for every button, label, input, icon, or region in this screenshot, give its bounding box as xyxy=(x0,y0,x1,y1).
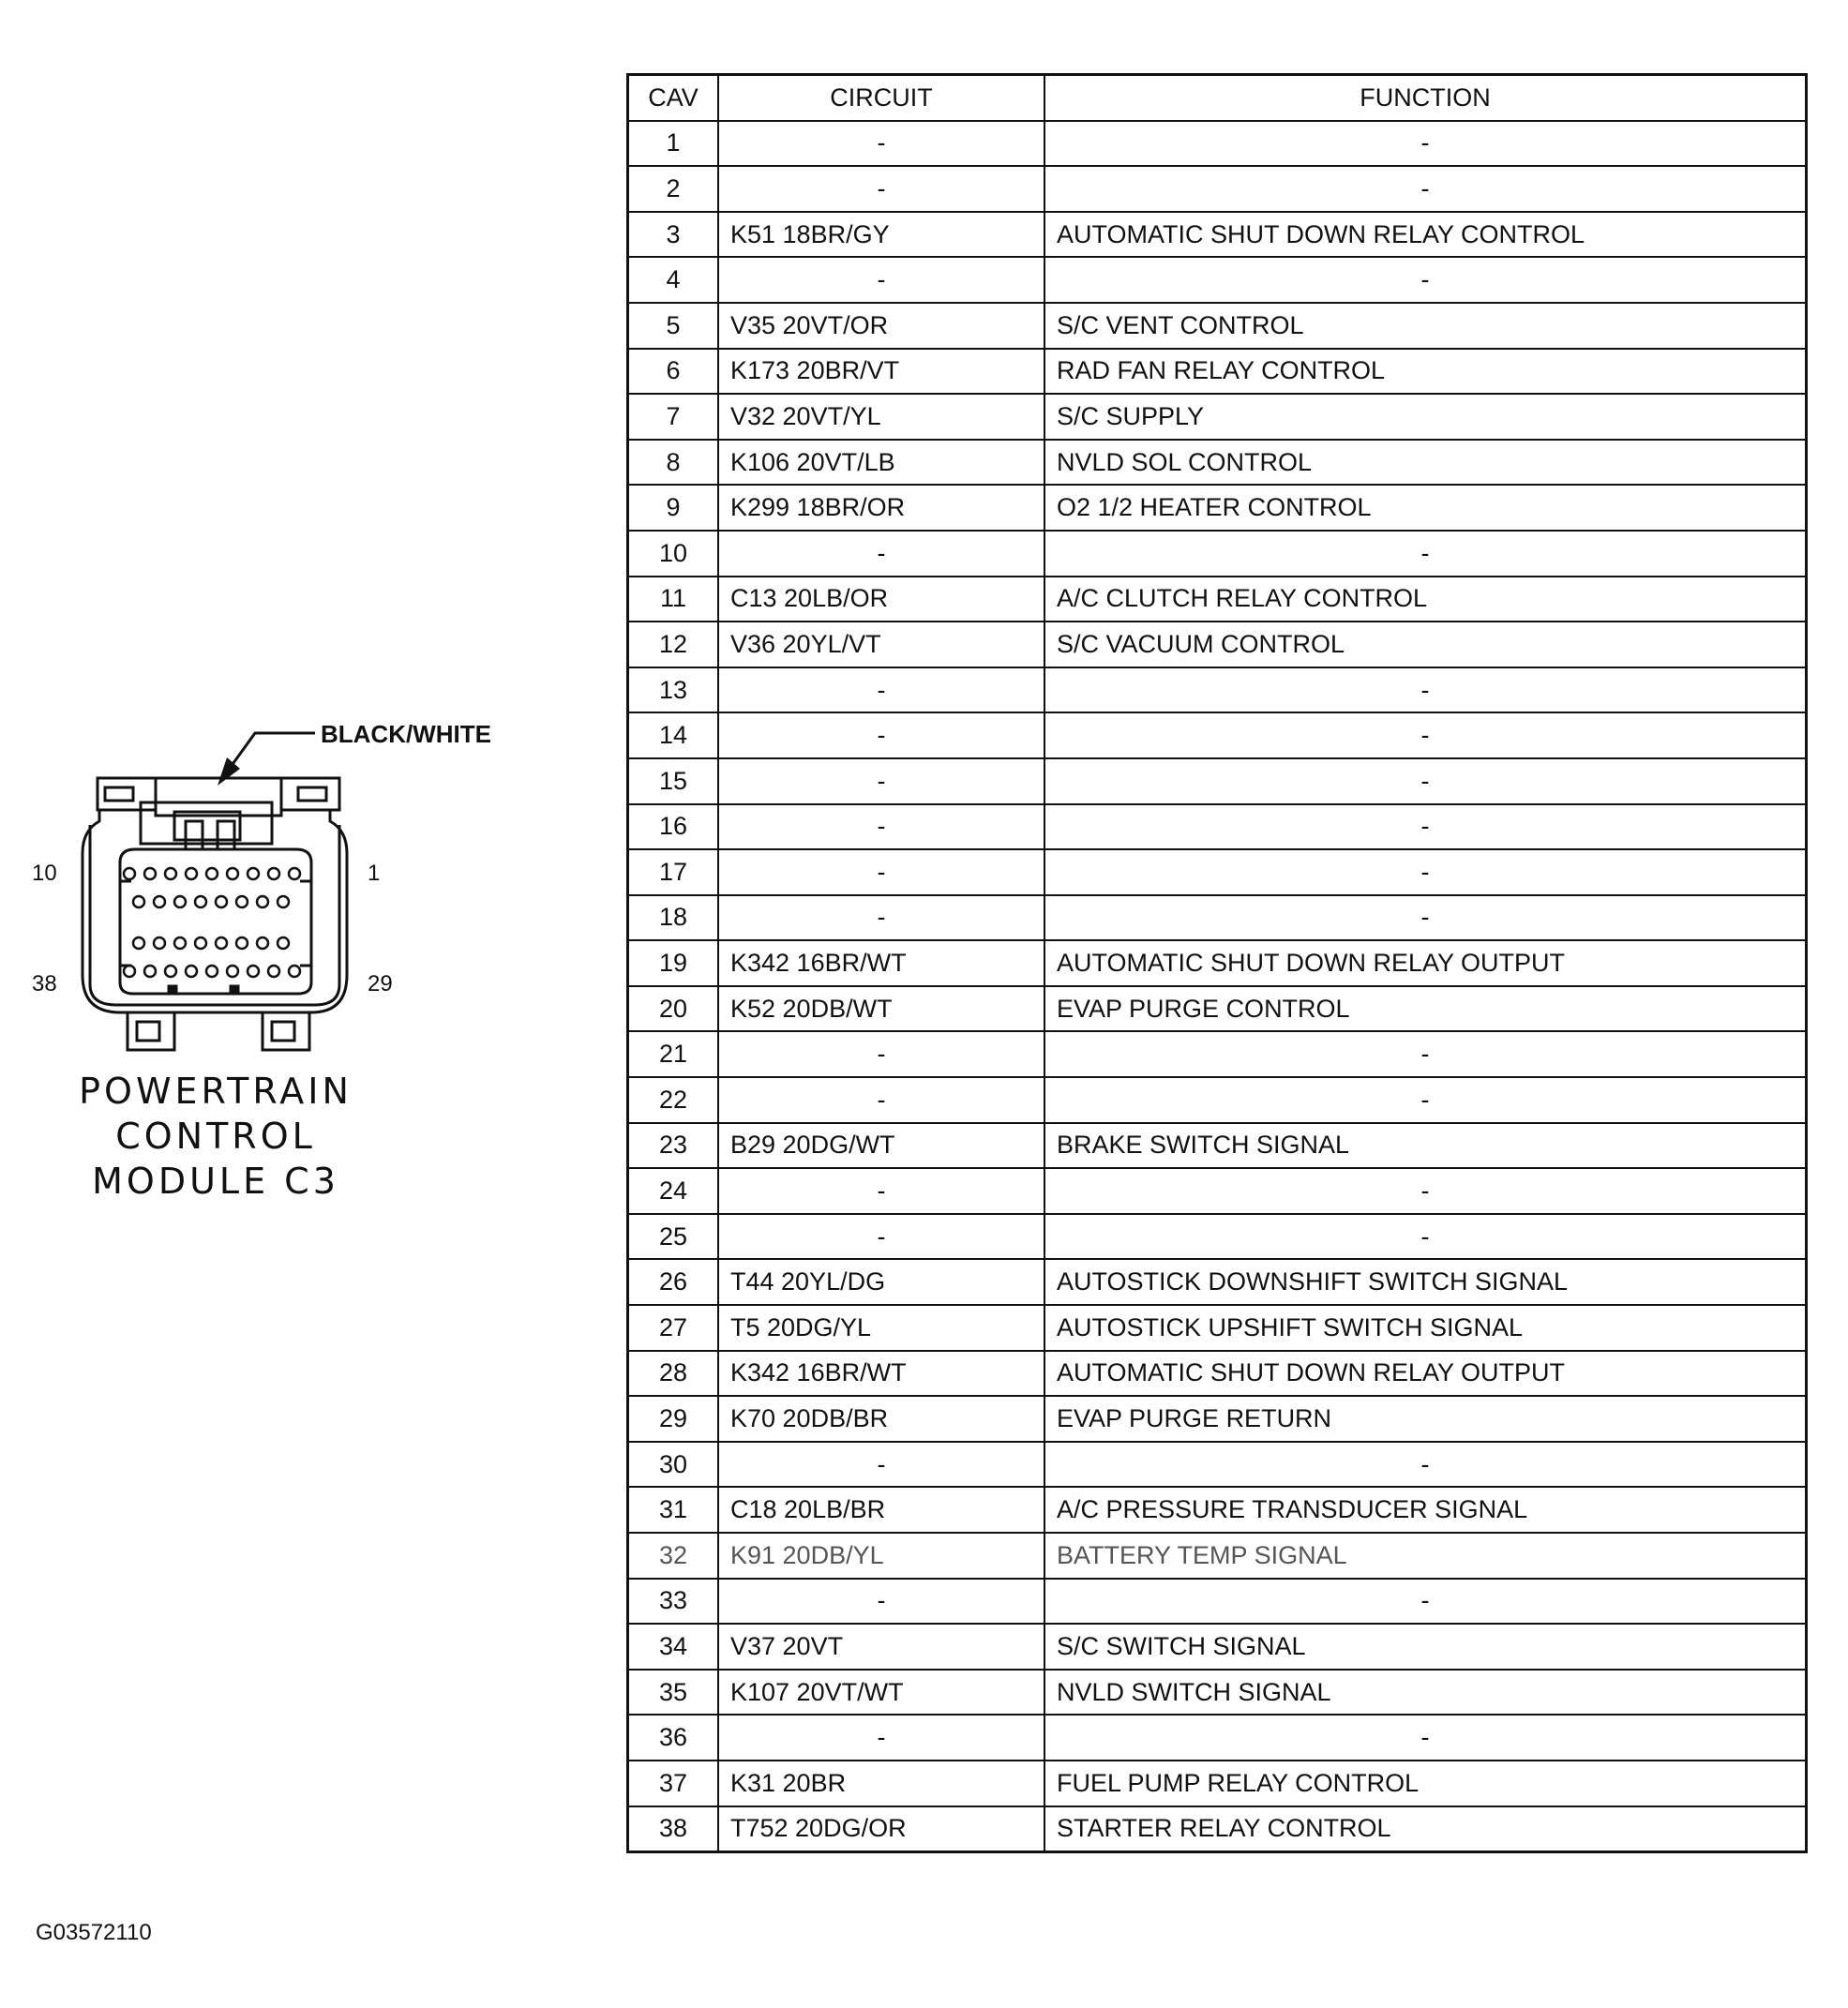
table-header-row xyxy=(628,75,1807,121)
cell-function: - xyxy=(1044,257,1807,303)
cell-function: RAD FAN RELAY CONTROL xyxy=(1044,349,1807,395)
lock-color-label: BLACK/WHITE xyxy=(321,720,491,748)
cell-cav: 33 xyxy=(628,1579,719,1625)
table-row xyxy=(628,712,1807,758)
table-row xyxy=(628,622,1807,667)
cell-function: STARTER RELAY CONTROL xyxy=(1044,1806,1807,1852)
table-row xyxy=(628,440,1807,486)
cell-function: - xyxy=(1044,1168,1807,1214)
cell-function: S/C SWITCH SIGNAL xyxy=(1044,1624,1807,1670)
table-row xyxy=(628,394,1807,440)
cell-circuit: - xyxy=(718,1442,1044,1488)
table-row xyxy=(628,667,1807,713)
cell-cav: 9 xyxy=(628,485,719,531)
cell-cav: 18 xyxy=(628,895,719,941)
cell-function: AUTOSTICK DOWNSHIFT SWITCH SIGNAL xyxy=(1044,1259,1807,1305)
pin-label-bottom-right: 29 xyxy=(368,971,393,997)
table-row xyxy=(628,849,1807,895)
cell-circuit: V36 20YL/VT xyxy=(718,622,1044,667)
cell-function: A/C PRESSURE TRANSDUCER SIGNAL xyxy=(1044,1487,1807,1533)
table-row xyxy=(628,940,1807,986)
cell-function: - xyxy=(1044,121,1807,167)
cell-circuit: - xyxy=(718,1715,1044,1761)
cell-cav: 29 xyxy=(628,1396,719,1442)
header-circuit: CIRCUIT xyxy=(718,75,1044,121)
cell-function: - xyxy=(1044,895,1807,941)
cell-cav: 38 xyxy=(628,1806,719,1852)
cell-function: S/C VACUUM CONTROL xyxy=(1044,622,1807,667)
cell-function: - xyxy=(1044,166,1807,212)
cell-function: - xyxy=(1044,1214,1807,1260)
cell-function: BATTERY TEMP SIGNAL xyxy=(1044,1533,1807,1579)
cell-function: - xyxy=(1044,1579,1807,1625)
connector-figure xyxy=(0,0,600,1312)
cell-function: - xyxy=(1044,1442,1807,1488)
pin-row-1 xyxy=(124,868,300,879)
cell-function: - xyxy=(1044,849,1807,895)
cell-circuit: C13 20LB/OR xyxy=(718,577,1044,622)
cell-cav: 21 xyxy=(628,1031,719,1077)
cell-cav: 15 xyxy=(628,758,719,804)
cell-cav: 7 xyxy=(628,394,719,440)
pin-row-2 xyxy=(133,896,289,907)
cell-cav: 6 xyxy=(628,349,719,395)
cell-function: - xyxy=(1044,531,1807,577)
table-row xyxy=(628,804,1807,850)
pinout-table xyxy=(626,73,1808,1853)
figure-id: G03572110 xyxy=(36,1920,152,1945)
cell-cav: 12 xyxy=(628,622,719,667)
table-row xyxy=(628,1715,1807,1761)
cell-cav: 1 xyxy=(628,121,719,167)
pin-rows xyxy=(124,868,300,977)
cell-circuit: - xyxy=(718,531,1044,577)
cell-cav: 34 xyxy=(628,1624,719,1670)
cell-cav: 19 xyxy=(628,940,719,986)
cell-function: FUEL PUMP RELAY CONTROL xyxy=(1044,1761,1807,1806)
table-row xyxy=(628,257,1807,303)
table-row xyxy=(628,758,1807,804)
cell-function: AUTOMATIC SHUT DOWN RELAY OUTPUT xyxy=(1044,1351,1807,1397)
cell-circuit: - xyxy=(718,667,1044,713)
cell-cav: 8 xyxy=(628,440,719,486)
cell-cav: 26 xyxy=(628,1259,719,1305)
pinout-body xyxy=(628,121,1807,1852)
cell-circuit: - xyxy=(718,1579,1044,1625)
cell-function: - xyxy=(1044,1031,1807,1077)
table-row xyxy=(628,1487,1807,1533)
cell-circuit: V35 20VT/OR xyxy=(718,303,1044,349)
cell-cav: 36 xyxy=(628,1715,719,1761)
cell-circuit: K52 20DB/WT xyxy=(718,986,1044,1032)
table-row xyxy=(628,1579,1807,1625)
cell-function: EVAP PURGE CONTROL xyxy=(1044,986,1807,1032)
table-row xyxy=(628,1761,1807,1806)
cell-function: AUTOSTICK UPSHIFT SWITCH SIGNAL xyxy=(1044,1305,1807,1351)
cell-function: AUTOMATIC SHUT DOWN RELAY CONTROL xyxy=(1044,212,1807,258)
cell-cav: 27 xyxy=(628,1305,719,1351)
cell-cav: 20 xyxy=(628,986,719,1032)
cell-cav: 5 xyxy=(628,303,719,349)
table-row xyxy=(628,1806,1807,1852)
table-row xyxy=(628,1351,1807,1397)
cell-function: S/C SUPPLY xyxy=(1044,394,1807,440)
cell-circuit: - xyxy=(718,849,1044,895)
module-title xyxy=(56,1069,375,1204)
table-row xyxy=(628,1031,1807,1077)
cell-circuit: C18 20LB/BR xyxy=(718,1487,1044,1533)
cell-circuit: K106 20VT/LB xyxy=(718,440,1044,486)
table-row xyxy=(628,121,1807,167)
cell-cav: 3 xyxy=(628,212,719,258)
table-row xyxy=(628,895,1807,941)
cell-circuit: K91 20DB/YL xyxy=(718,1533,1044,1579)
table-row xyxy=(628,1077,1807,1123)
cell-cav: 25 xyxy=(628,1214,719,1260)
cell-function: A/C CLUTCH RELAY CONTROL xyxy=(1044,577,1807,622)
cell-cav: 22 xyxy=(628,1077,719,1123)
cell-circuit: V32 20VT/YL xyxy=(718,394,1044,440)
table-row xyxy=(628,531,1807,577)
table-row xyxy=(628,1442,1807,1488)
cell-circuit: - xyxy=(718,1214,1044,1260)
cell-function: AUTOMATIC SHUT DOWN RELAY OUTPUT xyxy=(1044,940,1807,986)
cell-circuit: K299 18BR/OR xyxy=(718,485,1044,531)
table-row xyxy=(628,1396,1807,1442)
pin-label-bottom-left: 38 xyxy=(32,971,57,997)
cell-circuit: K342 16BR/WT xyxy=(718,940,1044,986)
header-cav: CAV xyxy=(628,75,719,121)
table-row xyxy=(628,303,1807,349)
table-row xyxy=(628,1533,1807,1579)
cell-circuit: - xyxy=(718,121,1044,167)
cell-circuit: T44 20YL/DG xyxy=(718,1259,1044,1305)
cell-function: - xyxy=(1044,1715,1807,1761)
cell-function: NVLD SWITCH SIGNAL xyxy=(1044,1670,1807,1716)
cell-cav: 2 xyxy=(628,166,719,212)
cell-cav: 30 xyxy=(628,1442,719,1488)
cell-cav: 4 xyxy=(628,257,719,303)
cell-circuit: - xyxy=(718,257,1044,303)
cell-circuit: K31 20BR xyxy=(718,1761,1044,1806)
cell-circuit: - xyxy=(718,166,1044,212)
cell-function: - xyxy=(1044,712,1807,758)
cell-function: - xyxy=(1044,1077,1807,1123)
table-row xyxy=(628,349,1807,395)
cell-circuit: - xyxy=(718,1077,1044,1123)
table-row xyxy=(628,1624,1807,1670)
cell-circuit: - xyxy=(718,1031,1044,1077)
cell-function: - xyxy=(1044,667,1807,713)
cell-cav: 16 xyxy=(628,804,719,850)
cell-function: - xyxy=(1044,758,1807,804)
cell-function: - xyxy=(1044,804,1807,850)
cell-cav: 13 xyxy=(628,667,719,713)
cell-function: EVAP PURGE RETURN xyxy=(1044,1396,1807,1442)
cell-circuit: K342 16BR/WT xyxy=(718,1351,1044,1397)
cell-function: NVLD SOL CONTROL xyxy=(1044,440,1807,486)
cell-circuit: B29 20DG/WT xyxy=(718,1123,1044,1169)
pin-row-3 xyxy=(133,937,289,949)
module-title-line-1: POWERTRAIN xyxy=(79,1071,353,1112)
cell-cav: 28 xyxy=(628,1351,719,1397)
table-row xyxy=(628,577,1807,622)
module-title-line-2: CONTROL xyxy=(115,1116,316,1157)
table-row xyxy=(628,1305,1807,1351)
cell-cav: 14 xyxy=(628,712,719,758)
table-row xyxy=(628,485,1807,531)
cell-circuit: - xyxy=(718,712,1044,758)
cell-circuit: K107 20VT/WT xyxy=(718,1670,1044,1716)
cell-circuit: V37 20VT xyxy=(718,1624,1044,1670)
cell-function: BRAKE SWITCH SIGNAL xyxy=(1044,1123,1807,1169)
cell-circuit: T5 20DG/YL xyxy=(718,1305,1044,1351)
cell-cav: 10 xyxy=(628,531,719,577)
cell-cav: 31 xyxy=(628,1487,719,1533)
cell-circuit: K51 18BR/GY xyxy=(718,212,1044,258)
cell-cav: 17 xyxy=(628,849,719,895)
cell-function: S/C VENT CONTROL xyxy=(1044,303,1807,349)
cell-cav: 23 xyxy=(628,1123,719,1169)
cell-circuit: T752 20DG/OR xyxy=(718,1806,1044,1852)
cell-cav: 37 xyxy=(628,1761,719,1806)
table-row xyxy=(628,212,1807,258)
module-title-line-3: MODULE C3 xyxy=(92,1161,339,1202)
cell-circuit: - xyxy=(718,1168,1044,1214)
pin-label-top-right: 1 xyxy=(368,861,381,886)
table-row xyxy=(628,1214,1807,1260)
header-function: FUNCTION xyxy=(1044,75,1807,121)
table-row xyxy=(628,1168,1807,1214)
table-row xyxy=(628,1259,1807,1305)
cell-circuit: - xyxy=(718,804,1044,850)
cell-circuit: K173 20BR/VT xyxy=(718,349,1044,395)
cell-function: O2 1/2 HEATER CONTROL xyxy=(1044,485,1807,531)
table-row xyxy=(628,1123,1807,1169)
table-row xyxy=(628,166,1807,212)
pin-label-top-left: 10 xyxy=(32,861,57,886)
cell-circuit: K70 20DB/BR xyxy=(718,1396,1044,1442)
cell-circuit: - xyxy=(718,758,1044,804)
cell-cav: 11 xyxy=(628,577,719,622)
cell-cav: 32 xyxy=(628,1533,719,1579)
table-row xyxy=(628,1670,1807,1716)
cell-cav: 24 xyxy=(628,1168,719,1214)
table-row xyxy=(628,986,1807,1032)
cell-cav: 35 xyxy=(628,1670,719,1716)
cell-circuit: - xyxy=(718,895,1044,941)
pin-row-4 xyxy=(124,966,300,977)
